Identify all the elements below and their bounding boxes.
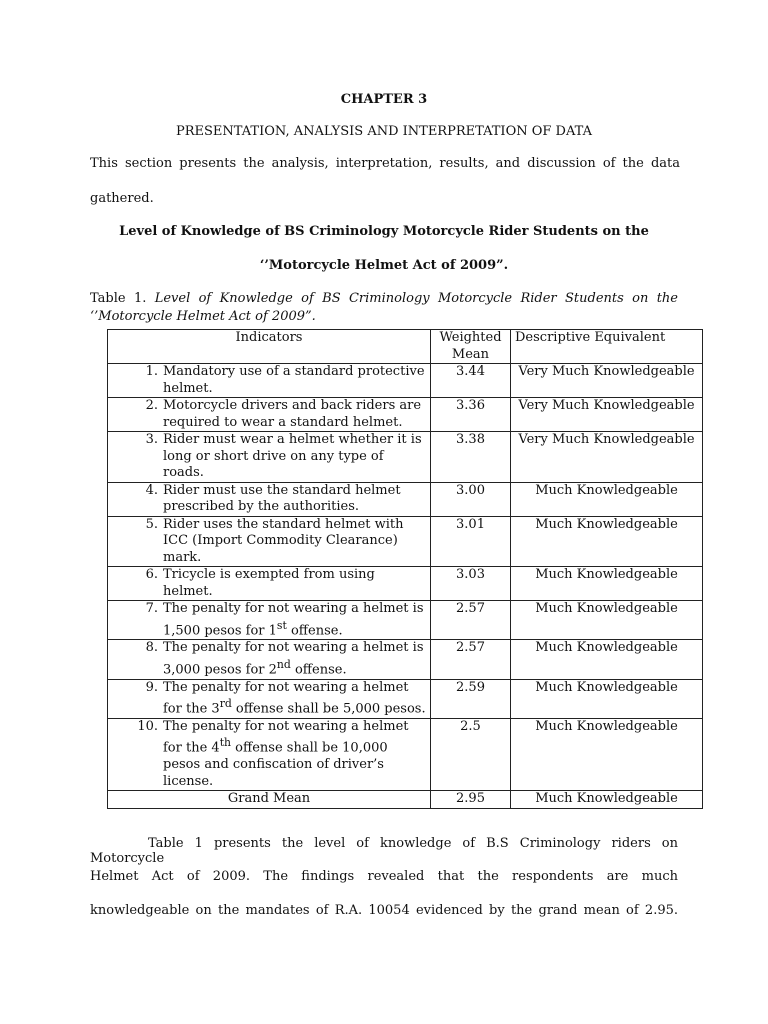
table-row — [108, 718, 703, 790]
header-indicators: Indicators — [108, 330, 431, 364]
weighted-mean-cell: 3.36 — [431, 398, 511, 432]
indicator-cell — [108, 718, 431, 790]
indicator-text-start: The penalty for not wearing a helmet is 3,000 pesos for 2 — [163, 640, 424, 678]
descriptive-equivalent-cell: Much Knowledgeable — [511, 679, 703, 718]
table-row — [108, 432, 703, 483]
indicator-cell — [108, 364, 431, 398]
indicator-number: 9. — [145, 679, 158, 695]
descriptive-equivalent-cell: Much Knowledgeable — [511, 482, 703, 516]
weighted-mean-cell: 2.57 — [431, 601, 511, 640]
indicator-text-start: The penalty for not wearing a helmet for the 3 — [163, 679, 409, 717]
chapter-subtitle: PRESENTATION, ANALYSIS AND INTERPRETATION OF DATA — [176, 124, 592, 139]
descriptive-equivalent-cell: Much Knowledgeable — [511, 640, 703, 679]
table-header-row — [108, 330, 703, 364]
indicator-number: 5. — [145, 516, 158, 532]
weighted-mean-cell: 3.38 — [431, 432, 511, 483]
indicator-cell — [108, 516, 431, 567]
indicator-text — [163, 680, 426, 718]
indicator-text: Rider uses the standard helmet with ICC (Import Commodity Clearance) mark. — [163, 516, 404, 565]
weighted-mean-cell: 2.5 — [431, 718, 511, 790]
indicator-number: 8. — [145, 640, 158, 656]
indicator-number: 3. — [145, 432, 158, 447]
table-row — [108, 601, 703, 640]
descriptive-equivalent-cell: Very Much Knowledgeable — [511, 364, 703, 398]
indicator — [112, 364, 426, 397]
indicator-cell — [108, 482, 431, 516]
indicator-cell — [108, 567, 431, 601]
descriptive-equivalent-cell: Much Knowledgeable — [511, 567, 703, 601]
indicator-text-end: offense shall be 10,000 pesos and confiscation of driver’s license. — [163, 740, 388, 789]
grand-mean-row — [108, 791, 703, 809]
descriptive-equivalent-cell: Very Much Knowledgeable — [511, 432, 703, 483]
indicator-number: 4. — [145, 482, 158, 498]
indicator-number: 7. — [145, 601, 158, 616]
discussion-line-2: Helmet Act of 2009. The findings revealed that the respondents are much — [90, 869, 678, 884]
header-weighted-mean: Weighted Mean — [431, 330, 511, 364]
indicator-text-start: The penalty for not wearing a helmet for the 4 — [163, 718, 409, 756]
indicator-text: Rider must wear a helmet whether it is long or short drive on any type of roads. — [163, 432, 422, 480]
indicator-number: 1. — [145, 364, 158, 379]
descriptive-equivalent-cell: Very Much Knowledgeable — [511, 398, 703, 432]
indicator — [112, 517, 426, 567]
grand-mean-label: Grand Mean — [108, 791, 431, 809]
indicator-text-end: offense. — [286, 622, 343, 638]
indicator-text-end: offense shall be 5,000 pesos. — [231, 701, 426, 717]
indicator — [112, 432, 426, 482]
penalty-rows — [108, 601, 703, 791]
table-row — [108, 679, 703, 718]
descriptive-equivalent-cell: Much Knowledgeable — [511, 718, 703, 790]
table-row — [108, 482, 703, 516]
chapter-title: CHAPTER 3 — [340, 92, 428, 107]
discussion-line-3: knowledgeable on the mandates of R.A. 10054 evidenced by the grand mean of 2.95. — [90, 903, 678, 918]
table-row — [108, 640, 703, 679]
section-heading-line-1: Level of Knowledge of BS Criminology Motorcycle Rider Students on the — [119, 224, 649, 239]
indicator-text-start: The penalty for not wearing a helmet is 1,500 pesos for 1 — [163, 601, 424, 638]
grand-mean-equivalent: Much Knowledgeable — [511, 791, 703, 809]
section-heading-line-2: ‘’Motorcycle Helmet Act of 2009”. — [259, 258, 509, 273]
indicator-rows — [108, 364, 703, 601]
indicator — [112, 680, 426, 718]
knowledge-table — [107, 329, 703, 809]
indicator-text: Mandatory use of a standard protective helmet. — [163, 364, 425, 396]
indicator-number: 2. — [145, 398, 158, 413]
indicator-cell — [108, 601, 431, 640]
indicator — [112, 483, 426, 516]
intro-line-2: gathered. — [90, 191, 154, 206]
ordinal-suffix: rd — [219, 697, 232, 711]
indicator-number: 10. — [137, 718, 158, 734]
header-descriptive-equivalent: Descriptive Equivalent — [511, 330, 703, 364]
ordinal-suffix: th — [219, 736, 232, 750]
intro-line-1: This section presents the analysis, interpretation, results, and discussion of the data — [90, 156, 680, 171]
table-row — [108, 516, 703, 567]
indicator — [112, 719, 426, 790]
discussion-line-1: Table 1 presents the level of knowledge of B.S Criminology riders on Motorcycle — [90, 836, 678, 866]
table-caption-text: Level of Knowledge of BS Criminology Motorcycle Rider Students on the ‘’Motorcycle Helmet Act of 2009”. — [90, 291, 678, 324]
table-caption — [90, 290, 678, 326]
weighted-mean-cell: 3.44 — [431, 364, 511, 398]
indicator-text-end: offense. — [290, 662, 347, 678]
weighted-mean-cell: 3.00 — [431, 482, 511, 516]
indicator-text: Rider must use the standard helmet prescribed by the authorities. — [163, 482, 401, 514]
grand-mean-value: 2.95 — [431, 791, 511, 809]
indicator — [112, 601, 426, 639]
indicator — [112, 567, 426, 600]
indicator-text — [163, 640, 426, 678]
weighted-mean-cell: 3.03 — [431, 567, 511, 601]
weighted-mean-cell: 2.57 — [431, 640, 511, 679]
table-row — [108, 398, 703, 432]
weighted-mean-cell: 2.59 — [431, 679, 511, 718]
table-row — [108, 567, 703, 601]
table-caption-label: Table 1. — [90, 291, 147, 306]
ordinal-suffix: st — [276, 618, 287, 632]
indicator-cell — [108, 640, 431, 679]
table-row — [108, 364, 703, 398]
indicator-text: Motorcycle drivers and back riders are required to wear a standard helmet. — [163, 398, 422, 430]
indicator-cell — [108, 679, 431, 718]
indicator-cell — [108, 432, 431, 483]
indicator-text — [163, 601, 426, 639]
weighted-mean-cell: 3.01 — [431, 516, 511, 567]
descriptive-equivalent-cell: Much Knowledgeable — [511, 516, 703, 567]
indicator — [112, 398, 426, 431]
descriptive-equivalent-cell: Much Knowledgeable — [511, 601, 703, 640]
indicator-number: 6. — [145, 567, 158, 582]
indicator-text — [163, 719, 426, 790]
indicator — [112, 640, 426, 678]
indicator-cell — [108, 398, 431, 432]
ordinal-suffix: nd — [276, 657, 291, 671]
indicator-text: Tricycle is exempted from using helmet. — [163, 567, 375, 599]
